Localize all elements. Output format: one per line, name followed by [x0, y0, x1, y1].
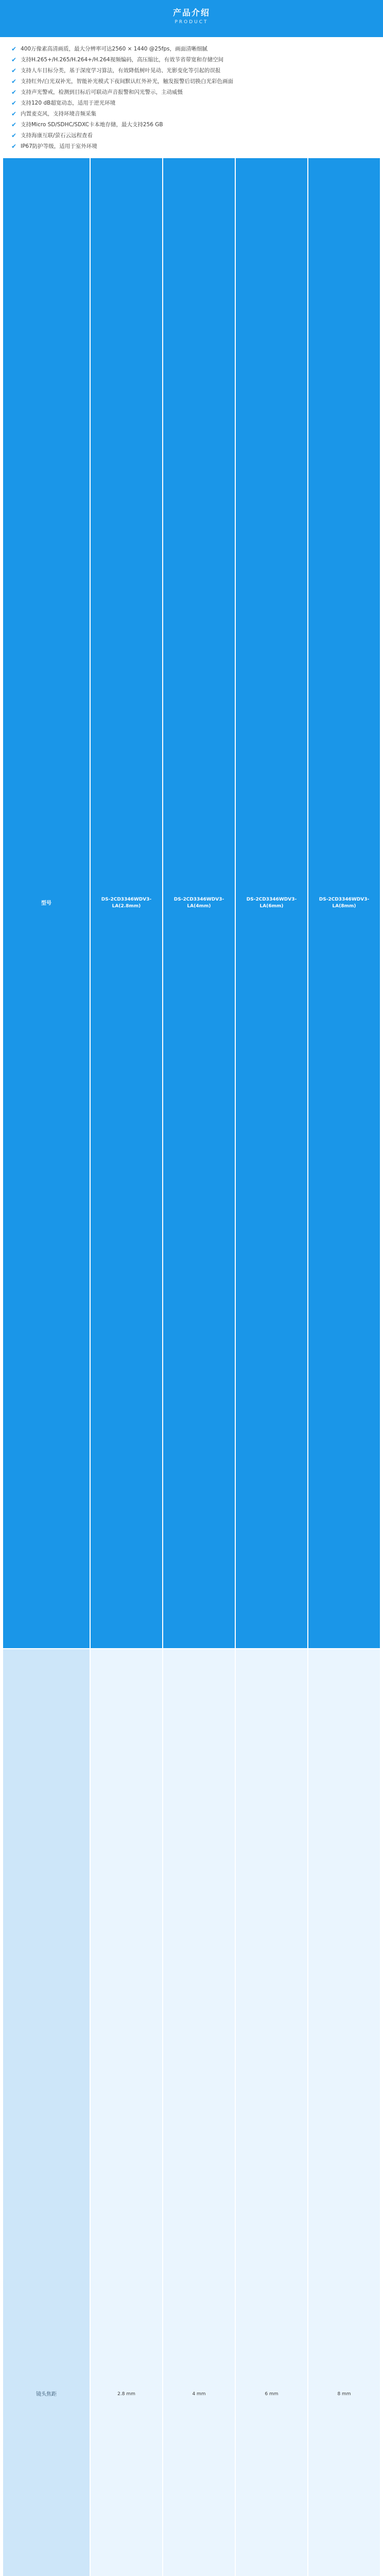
spec-cell: DS-2CD3346WDV3-LA(2.8mm) — [91, 158, 163, 1648]
check-icon: ✔ — [11, 89, 17, 96]
check-icon: ✔ — [11, 45, 17, 53]
check-icon: ✔ — [11, 56, 17, 63]
feature-text: 400万像素高清画质，最大分辨率可达2560 × 1440 @25fps，画面清晰细腻 — [21, 46, 207, 52]
check-icon: ✔ — [11, 110, 17, 117]
spec-model-cells — [91, 158, 380, 1648]
feature-item — [11, 131, 372, 140]
feature-text: 支持Micro SD/SDHC/SDXC卡本地存储，最大支持256 GB — [21, 122, 163, 128]
header-subtitle: PRODUCT — [175, 20, 208, 25]
spec-table — [0, 158, 383, 2576]
feature-item — [11, 142, 372, 150]
check-icon: ✔ — [11, 121, 17, 128]
feature-item — [11, 121, 372, 129]
spec-cell: 8 mm — [308, 1649, 380, 2576]
spec-cell: 6 mm — [236, 1649, 308, 2576]
feature-item — [11, 66, 372, 75]
feature-item — [11, 88, 372, 96]
feature-item — [11, 56, 372, 64]
feature-text: 内置麦克风，支持环境音频采集 — [21, 111, 96, 117]
check-icon: ✔ — [11, 143, 17, 150]
product-intro-header — [0, 0, 383, 37]
spec-row — [3, 1649, 380, 2576]
spec-model-cells — [91, 1649, 380, 2576]
feature-item — [11, 45, 372, 53]
feature-text: 支持海康互联/萤石云远程查看 — [21, 132, 93, 139]
spec-cell: 2.8 mm — [91, 1649, 163, 2576]
feature-item — [11, 110, 372, 118]
feature-text: 支持120 dB超宽动态，适用于逆光环境 — [21, 100, 116, 106]
spec-cell: DS-2CD3346WDV3-LA(8mm) — [308, 158, 380, 1648]
spec-cell: DS-2CD3346WDV3-LA(4mm) — [163, 158, 236, 1648]
check-icon: ✔ — [11, 132, 17, 139]
spec-section — [3, 158, 380, 2576]
feature-list — [0, 37, 383, 158]
header-title: 产品介绍 — [172, 8, 210, 18]
spec-cell: DS-2CD3346WDV3-LA(6mm) — [236, 158, 308, 1648]
check-icon: ✔ — [11, 99, 17, 107]
feature-item — [11, 77, 372, 86]
feature-text: 支持H.265+/H.265/H.264+/H.264视频编码，高压缩比，有效节省带宽和存储空间 — [21, 57, 224, 63]
feature-text: 支持人车目标分类，基于深度学习算法，有效降低树叶晃动、光影变化等引起的误报 — [21, 67, 221, 74]
spec-label: 型号 — [3, 158, 91, 1648]
spec-label: 镜头焦距 — [3, 1649, 91, 2576]
feature-text: 支持红外/白光双补光，智能补光模式下夜间默认红外补光，触发报警后切换白光彩色画面 — [21, 78, 234, 84]
spec-cell: 4 mm — [163, 1649, 236, 2576]
model-header-row — [3, 158, 380, 1649]
feature-item — [11, 99, 372, 107]
feature-text: 支持声光警戒，检测到目标后可联动声音报警和闪光警示，主动威慑 — [21, 89, 183, 95]
check-icon: ✔ — [11, 67, 17, 74]
check-icon: ✔ — [11, 78, 17, 85]
feature-text: IP67防护等级，适用于室外环境 — [21, 143, 97, 149]
